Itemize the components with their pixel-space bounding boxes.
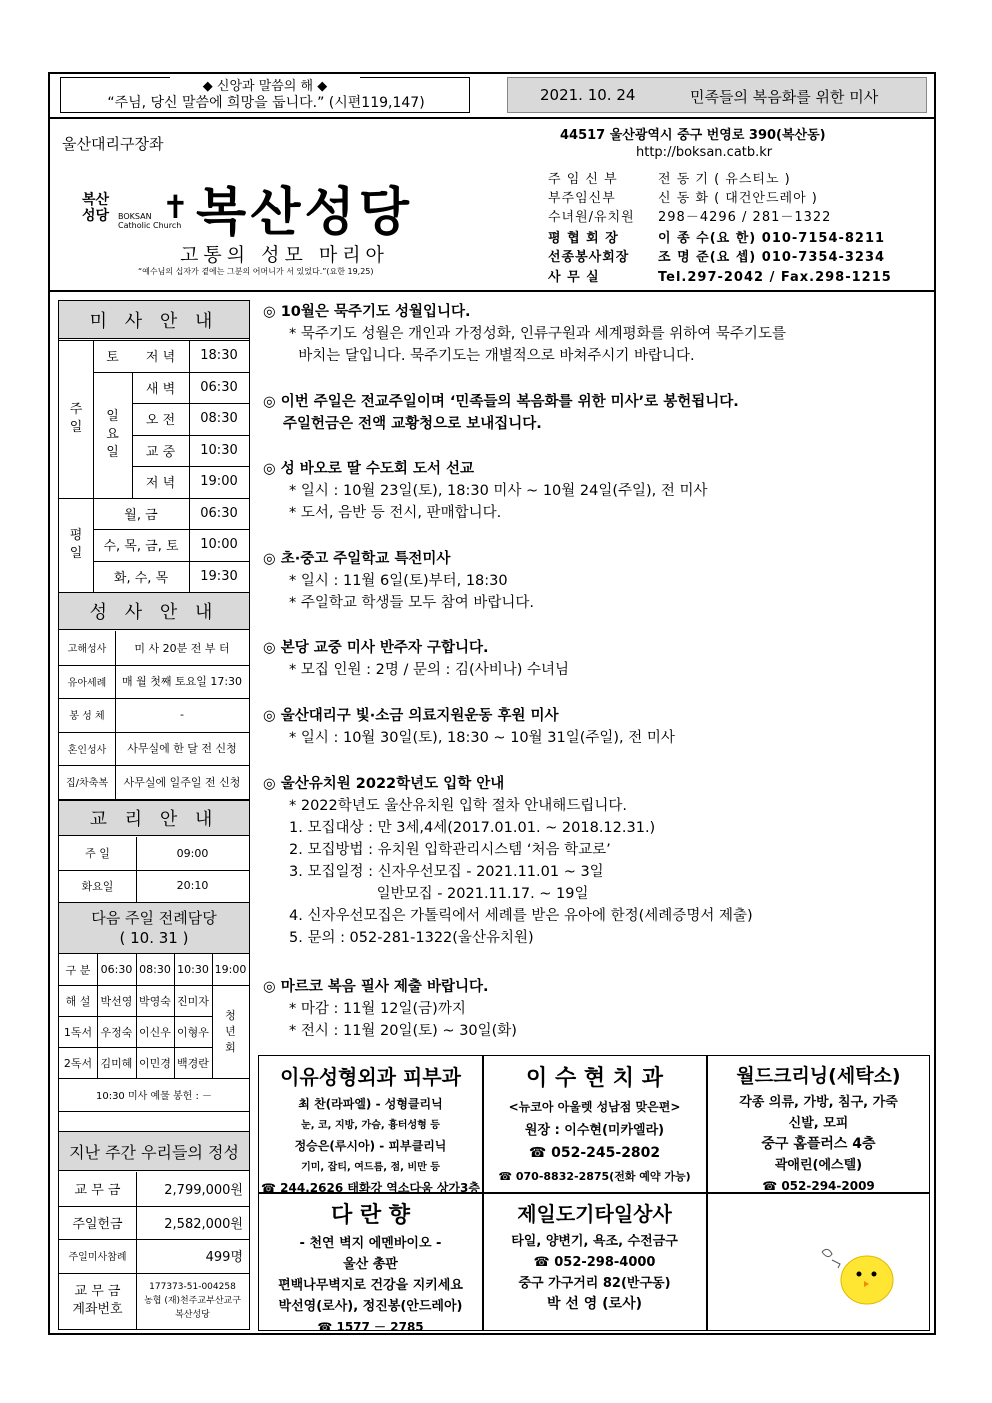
- liturgy-role: 해 설: [65, 994, 91, 1008]
- liturgy-header-cell: 19:00: [214, 963, 247, 976]
- ad-title: 이 수 현 치 과: [526, 1066, 663, 1091]
- mass-time: 18:30: [200, 348, 238, 364]
- notice-line: 1. 모집대상 : 만 3세,4세(2017.01.01. ~ 2018.12.31.): [289, 820, 656, 836]
- mass-time: 10:00: [200, 537, 238, 553]
- notice-line: 2. 모집방법 : 유치원 입학관리시스템 ‘처음 학교로’: [289, 842, 611, 858]
- ad-box: [259, 1198, 482, 1338]
- sacrament-guide-title: 성 사 안 내: [59, 592, 249, 630]
- notice-title: ◎ 울산대리구 빛·소금 의료지원운동 후원 미사: [263, 708, 559, 724]
- notice-title: ◎ 울산유치원 2022학년도 입학 안내: [263, 776, 505, 792]
- offering-note: 10:30 미사 예물 봉헌 : －: [95, 1091, 213, 1102]
- liturgy-person: 박선영: [100, 994, 133, 1008]
- notice-line: * 일시 : 10월 23일(토), 18:30 미사 ~ 10월 24일(주일), 전 미사: [289, 483, 708, 499]
- liturgy-role: 2독서: [63, 1056, 93, 1070]
- sacrament-name: 고해성사: [67, 644, 107, 656]
- sacrament-value: -: [180, 708, 184, 722]
- ad-line: 기미, 잡티, 여드름, 점, 비만 등: [301, 1162, 440, 1173]
- contact-row: [548, 168, 791, 187]
- sacrament-name: 유아세례: [67, 677, 107, 689]
- mass-name: 교 중: [145, 444, 176, 460]
- mass-name: 저 녁: [145, 476, 176, 492]
- mass-guide-title: 미 사 안 내: [59, 301, 249, 339]
- cross-icon: ✝: [162, 188, 189, 226]
- contact-value: 신 동 화 ( 대건안드레아 ): [658, 191, 818, 206]
- notice-line: * 일시 : 10월 30일(토), 18:30 ~ 10월 31일(주일), 전 미사: [289, 730, 675, 746]
- ad-line: 중구 홈플러스 4층: [761, 1136, 876, 1152]
- doctrine-time: 20:10: [176, 879, 209, 893]
- notice-title: ◎ 본당 교중 미사 반주자 구합니다.: [263, 640, 489, 656]
- offering-value: 499명: [205, 1250, 243, 1266]
- mass-time: 10:30: [200, 442, 238, 458]
- offering-name: 주일미사참례: [68, 1252, 127, 1264]
- notice-title: ◎ 이번 주일은 전교주일이며 ‘민족들의 복음화를 위한 미사’로 봉헌됩니다.: [263, 394, 739, 410]
- next-sunday-date: ( 10. 31 ): [119, 929, 189, 947]
- liturgy-person: 박영숙: [139, 994, 171, 1008]
- sunday-label: 주 일: [69, 401, 83, 435]
- account-label: 교 무 금 계좌번호: [72, 1283, 123, 1317]
- contact-row: [548, 246, 885, 265]
- youth-group-label: 청 년 회: [225, 1008, 236, 1054]
- chick-illustration: [812, 1238, 902, 1310]
- ad-line: ☎ 070-8832-2875(전화 예약 가능): [498, 1170, 691, 1183]
- sacrament-name: 혼인성사: [67, 744, 107, 756]
- ad-line: 울산 총판: [343, 1257, 398, 1272]
- ad-line: 최 찬(라파엘) - 성형클리닉: [298, 1097, 443, 1111]
- patron-name: 고통의 성모 마리아: [180, 244, 389, 266]
- contact-label: 평 협 회 장: [548, 231, 619, 246]
- ad-line: 타일, 양변기, 욕조, 수전금구: [511, 1234, 678, 1249]
- contact-row: [548, 266, 892, 285]
- notice-item: [263, 458, 923, 524]
- mass-day: 토: [106, 350, 119, 366]
- liturgy-header-cell: 구 분: [65, 963, 91, 977]
- scripture-quote: “예수님의 십자가 곁에는 그분의 어머니가 서 있었다.”(요한 19,25): [138, 267, 374, 276]
- sacrament-name: 봉 성 체: [69, 711, 105, 723]
- notice-item: [263, 301, 923, 367]
- ad-line: 곽애린(에스텔): [774, 1158, 863, 1173]
- church-name: 복산성당: [196, 182, 413, 243]
- contact-row: [548, 187, 818, 206]
- doctrine-time: 09:00: [176, 846, 209, 860]
- website-link[interactable]: http://boksan.catb.kr: [636, 145, 773, 160]
- contact-row: [548, 227, 885, 246]
- contact-value: 298－4296 / 281－1322: [658, 210, 832, 225]
- mass-title: 민족들의 복음화를 위한 미사: [690, 88, 879, 106]
- notice-title: ◎ 초·중고 주일학교 특전미사: [263, 551, 451, 567]
- contact-label: 선종봉사회장: [548, 250, 630, 265]
- liturgy-person: 이신우: [139, 1025, 171, 1039]
- liturgy-person: 진미자: [177, 994, 209, 1008]
- mass-day: 수, 목, 금, 토: [103, 539, 179, 555]
- notice-line: * 도서, 음반 등 전시, 판매합니다.: [289, 505, 502, 521]
- divider: [48, 117, 936, 119]
- ad-line: ☎ 052-298-4000: [533, 1255, 656, 1270]
- mass-day: 화, 수, 목: [113, 570, 169, 586]
- ad-line: <뉴코아 아울렛 성남점 맞은편>: [508, 1100, 681, 1114]
- notice-item: [263, 705, 923, 749]
- notice-item: [263, 391, 923, 435]
- notice-line: 3. 모집일정 : 신자우선모집 - 2021.11.01 ~ 3일: [289, 864, 604, 880]
- offering-name: 주일헌금: [72, 1216, 123, 1232]
- notice-line: 5. 문의 : 052-281-1322(울산유치원): [289, 930, 534, 946]
- contact-label: 부주임신부: [548, 191, 616, 206]
- mass-time: 19:30: [200, 568, 238, 584]
- notice-item: [263, 773, 923, 949]
- sacrament-value: 미 사 20분 전 부 터: [134, 641, 230, 655]
- notice-item: [263, 976, 923, 1042]
- ad-title: 월드크리닝(세탁소): [736, 1065, 901, 1087]
- ad-line: 정승은(루시아) - 피부클리닉: [294, 1139, 447, 1153]
- ad-box: [483, 1198, 706, 1315]
- mass-time: 06:30: [200, 505, 238, 521]
- notice-line: 바치는 달입니다. 묵주기도는 개별적으로 바쳐주시기 바랍니다.: [289, 348, 695, 364]
- contact-value: 전 동 기 ( 유스티노 ): [658, 172, 791, 187]
- ad-line: 박선영(로사), 정진봉(안드레아): [278, 1299, 463, 1314]
- mass-time: 06:30: [200, 379, 238, 395]
- sacrament-value: 사무실에 한 달 전 신청: [127, 742, 237, 756]
- offering-value: 2,799,000원: [164, 1183, 243, 1199]
- offerings-title: 지난 주간 우리들의 정성: [59, 1131, 249, 1171]
- mass-day: 월, 금: [124, 507, 158, 523]
- liturgy-person: 이민경: [139, 1056, 171, 1070]
- contact-value: Tel.297-2042 / Fax.298-1215: [658, 270, 892, 285]
- contact-value: 이 종 수(요 한) 010-7154-8211: [658, 231, 886, 246]
- notice-line: * 모집 인원 : 2명 / 문의 : 김(사비나) 수녀님: [289, 662, 570, 678]
- notice-line: * 마감 : 11월 12일(금)까지: [289, 1001, 466, 1017]
- weekday-label: 평 일: [69, 527, 83, 561]
- logo-text: 복산 성당: [82, 192, 110, 224]
- ad-line: 원장 : 이수현(미카엘라): [524, 1123, 665, 1138]
- ad-title: 이유성형외과 피부과: [280, 1065, 461, 1089]
- notice-line: * 2022학년도 울산유치원 입학 절차 안내해드립니다.: [289, 798, 627, 814]
- mass-time: 08:30: [200, 411, 238, 427]
- liturgy-header-cell: 06:30: [100, 963, 133, 976]
- mass-name: 오 전: [145, 413, 176, 429]
- ad-box: [483, 1061, 706, 1188]
- contact-value: 조 명 준(요 셉) 010-7354-3234: [658, 250, 886, 265]
- sunday-sub-label: 일 요 일: [106, 408, 119, 460]
- notice-line: 일반모집 - 2021.11.17. ~ 19일: [289, 886, 589, 902]
- contact-label: 사 무 실: [548, 270, 600, 285]
- next-sunday-title: 다음 주일 전례담당: [91, 909, 217, 927]
- sacrament-value: 매 월 첫째 토요일 17:30: [121, 675, 243, 689]
- sacrament-value: 사무실에 일주일 전 신청: [123, 775, 241, 789]
- doctrine-name: 주 일: [85, 847, 110, 861]
- notice-line: * 주일학교 학생들 모두 참여 바랍니다.: [289, 595, 535, 611]
- liturgy-person: 이형우: [177, 1025, 209, 1039]
- notice-line: 주일헌금은 전액 교황청으로 보내집니다.: [283, 416, 542, 432]
- motto-text: “주님, 당신 말씀에 희망을 둡니다.” (시편119,147): [107, 95, 425, 111]
- ad-line: 박 선 영 (로사): [546, 1296, 643, 1312]
- liturgy-person: 백경란: [177, 1056, 209, 1070]
- ad-line: 중구 가구거리 82(반구동): [518, 1276, 671, 1291]
- notice-item: [263, 637, 923, 681]
- ad-line: - 천연 벽지 에멘바이오 -: [299, 1236, 442, 1251]
- account-number: 177373-51-004258 농협 (재)천주교부산교구 복산성당: [144, 1281, 241, 1320]
- notice-line: 4. 신자우선모집은 가톨릭에서 세례를 받은 유아에 한정(세례증명서 제출): [289, 908, 753, 924]
- notice-title: ◎ 10월은 묵주기도 성월입니다.: [263, 304, 471, 320]
- logo-english: BOKSAN Catholic Church: [118, 212, 182, 230]
- liturgy-role: 1독서: [63, 1025, 93, 1039]
- offering-value: 2,582,000원: [164, 1216, 243, 1232]
- ad-line: ☎ 244.2626 태화강 역소다움 상가3층: [261, 1181, 480, 1195]
- doctrine-guide-title: 교 리 안 내: [59, 800, 249, 836]
- notice-line: * 일시 : 11월 6일(토)부터, 18:30: [289, 573, 508, 589]
- divider: [48, 290, 936, 292]
- deanery-label: 울산대리구장좌: [62, 135, 164, 153]
- contact-label: 주 임 신 부: [548, 172, 618, 187]
- address: 44517 울산광역시 중구 번영로 390(복산동): [560, 128, 826, 143]
- liturgy-person: 우정숙: [100, 1025, 133, 1039]
- ad-title: 제일도기타일상사: [517, 1202, 672, 1226]
- ad-line: ☎ 052-294-2009: [762, 1179, 875, 1193]
- notice-title: ◎ 성 바오로 딸 수도회 도서 선교: [263, 461, 475, 477]
- ad-line: 눈, 코, 지방, 가슴, 흉터성형 등: [301, 1120, 440, 1131]
- doctrine-name: 화요일: [81, 879, 114, 893]
- ad-line: 편백나무벽지로 건강을 지키세요: [278, 1278, 463, 1293]
- contact-row: [548, 206, 831, 225]
- mass-time: 19:00: [200, 474, 238, 490]
- notice-item: [263, 548, 923, 614]
- grid-line: [59, 1111, 249, 1112]
- mass-name: 새 벽: [145, 381, 176, 397]
- bulletin-date: 2021. 10. 24: [540, 86, 636, 104]
- offering-name: 교 무 금: [74, 1183, 121, 1199]
- ad-line: ☎ 052-245-2802: [528, 1145, 661, 1161]
- ad-line: ☎ 1577 － 2785: [317, 1320, 424, 1334]
- notice-title: ◎ 마르코 복음 필사 제출 바랍니다.: [263, 979, 489, 995]
- ad-line: 각종 의류, 가방, 침구, 가죽: [739, 1095, 898, 1110]
- mass-name: 저 녁: [145, 350, 176, 366]
- sacrament-name: 집/차축복: [65, 778, 108, 790]
- contact-label: 수녀원/유치원: [548, 210, 635, 225]
- ad-title: 다 란 향: [330, 1203, 411, 1228]
- ad-line: 신발, 모피: [788, 1116, 849, 1131]
- motto-title: ◆ 신앙과 말씀의 해 ◆: [170, 75, 360, 94]
- notice-line: * 전시 : 11월 20일(토) ~ 30일(화): [289, 1023, 517, 1039]
- liturgy-header-cell: 08:30: [139, 963, 171, 976]
- notice-line: * 묵주기도 성월은 개인과 가정성화, 인류구원과 세계평화를 위하여 묵주기도를: [289, 326, 786, 342]
- ad-box: [707, 1061, 930, 1197]
- liturgy-header-cell: 10:30: [177, 963, 209, 976]
- liturgy-person: 김미혜: [100, 1056, 133, 1070]
- ad-box: [259, 1061, 482, 1199]
